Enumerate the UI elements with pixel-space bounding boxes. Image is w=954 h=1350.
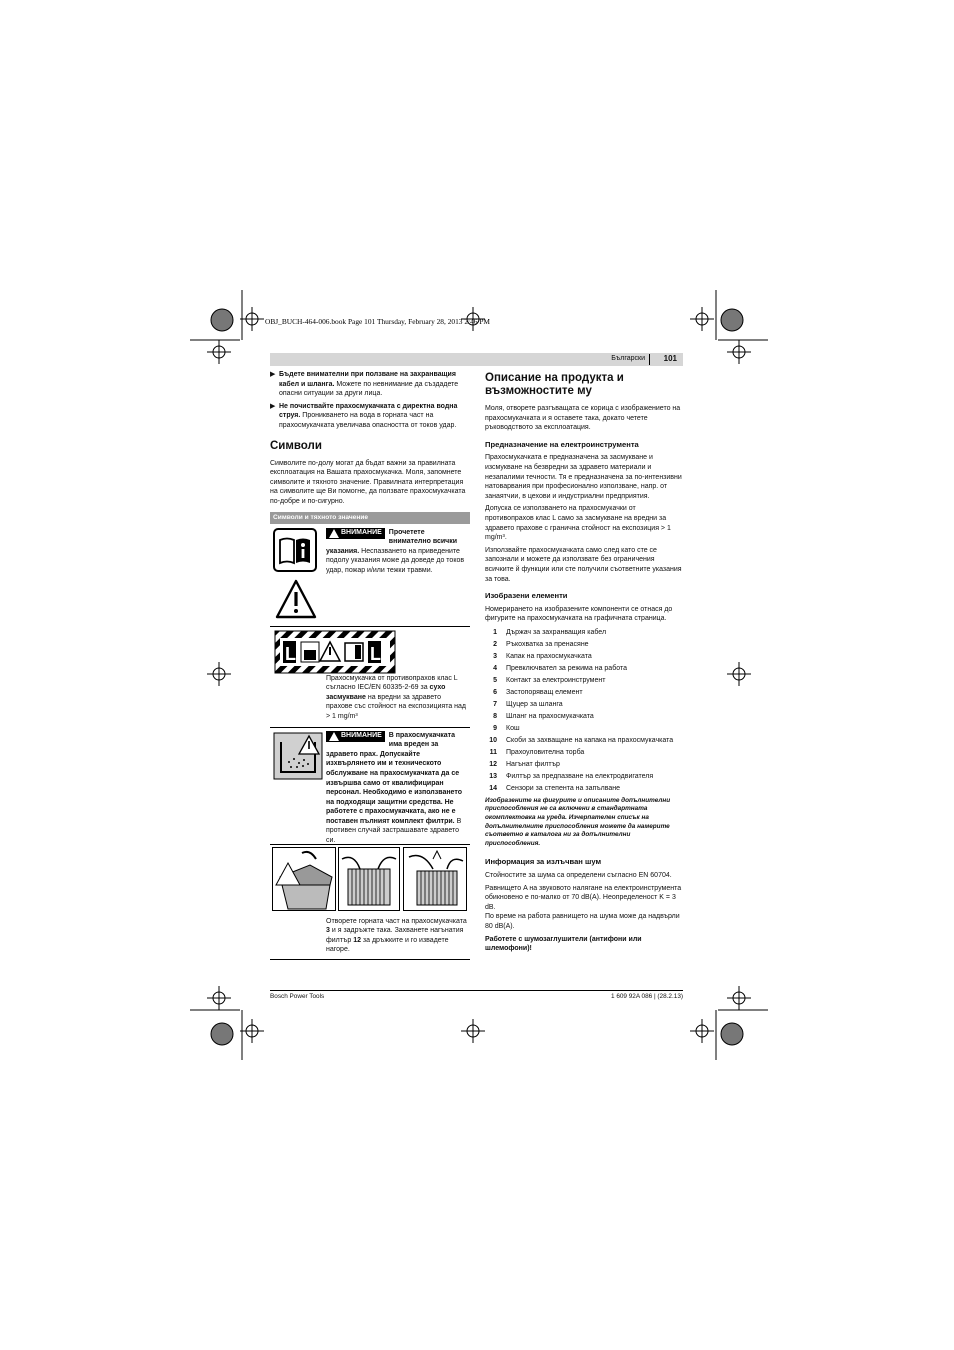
hazardous-dust-container-icon [273, 732, 323, 780]
purpose-paragraph: Допуска се използването на прахосмукачки от противопрахов клас L само за засмукване на вредни за здравето прахове с гранична стойност на експозиция > 1 mg/m³. [485, 505, 671, 542]
noise-paragraph: Равнището A на звуковото налягане на електроинструмента обикновено е по-малко от 70 dB(A). Неопределеност K = 3 dB. [485, 884, 682, 911]
part-item [485, 747, 683, 759]
product-intro: Моля, отворете разгъващата се корица с изображението на прахосмукачката и я оставете така, докато четете ръководството за експлоатация. [485, 405, 681, 432]
page-language: Български [611, 355, 645, 362]
part-item [485, 675, 683, 687]
part-number: 5 [493, 676, 497, 684]
part-number: 13 [489, 772, 497, 780]
footer-rule [270, 990, 683, 991]
svg-text:L: L [285, 643, 296, 664]
symbol-row-dust-class [270, 627, 470, 728]
part-number: 8 [493, 712, 497, 720]
part-label: Държач за захранващия кабел [506, 628, 607, 636]
part-item [485, 639, 683, 651]
purpose-paragraph: Използвайте прахосмукачката само след като сте се запознали и можете да използвате без ограничения всичките й функции или сте получили съответните указания за това. [485, 546, 682, 583]
row-bold-text: В прахосмукачката има вреден за здравето прах. Допускайте изхвърлянето им и техническото обслужване на прахосмукачката да се извършва само от квалифициран персонал. Необходимо е използването на подходящи защитни средства. Не работете с прахосмукачката, ако не е поставен пълният комплект филтри. [326, 731, 462, 825]
symbols-intro: Символите по-долу могат да бъдат важни за правилната експлоатация на Вашата прахосмукачка. Моля, запомнете символите и тяхното значение. Правилната интерпретация на символите ще Ви помогне, да ползвате прахосмукачката по-добре и по-сигурно. [270, 459, 466, 505]
safety-bullet [270, 370, 470, 399]
part-number: 2 [493, 640, 497, 648]
footer-left: Bosch Power Tools [270, 993, 325, 1000]
row-text: и я задръжте така. Захванете нагънатия филтър [326, 927, 464, 944]
symbol-row-read-manual [270, 524, 470, 627]
left-column [270, 370, 470, 960]
part-label: Ръкохватка за пренасяне [506, 640, 589, 648]
row-text: В противен случай застрашавате здравето си. [326, 817, 462, 845]
section-title-symbols: Символи [270, 439, 322, 452]
part-label: Капак на прахосмукачката [506, 652, 592, 660]
page-header [270, 353, 683, 366]
symbol-row-remove-filter [270, 845, 470, 960]
bullet-text: Можете по невнимание да създадете опасни ситуации за други лица. [279, 380, 459, 398]
part-number: 4 [493, 664, 497, 672]
row-text: Отворете горната част на прахосмукачката [326, 917, 467, 925]
row-bold-text: Прочетете внимателно всички указания. [326, 528, 458, 555]
part-item [485, 627, 683, 639]
dust-class-l-label-icon [274, 630, 396, 674]
part-item [485, 711, 683, 723]
part-number: 3 [493, 652, 497, 660]
part-item [485, 663, 683, 675]
warning-badge: ВНИМАНИЕ [326, 528, 385, 539]
bullet-bold: Бъдете внимателни при ползване на захранващия кабел и шланга. [279, 371, 456, 388]
part-number: 10 [489, 736, 497, 744]
row-text: Прахосмукачка от противопрахов клас L съгласно IEC/EN 60335-2-69 за [326, 674, 458, 692]
row-text: за дръжките и го извадете нагоре. [326, 936, 449, 954]
filter-grip-illustration [338, 847, 400, 911]
ref-number: 3 [326, 927, 330, 935]
part-item [485, 651, 683, 663]
part-item [485, 771, 683, 783]
row-text: на вредни за здравето прахове със стойност на експозицията над > 1 mg/m³ [326, 693, 467, 720]
subsection-purpose: Предназначение на електроинструмента [485, 439, 639, 449]
accessory-note: Изобразените на фигурите и описаните допълнителни приспособления не са включени в стандартната окомплектовка на уреда. Изчерпателен списък на допълнителните приспособления можете да намерите съответно в каталога ни за допълнителни приспособления. [485, 796, 671, 847]
print-header: OBJ_BUCH-464-006.book Page 101 Thursday, February 28, 2013 2:46 PM [265, 317, 490, 326]
part-label: Кош [506, 724, 520, 732]
bullet-bold: Не почиствайте прахосмукачката с директна водна струя. [279, 402, 458, 420]
right-column [485, 370, 683, 957]
symbols-table-header: Символи и тяхното значение [270, 512, 470, 524]
purpose-paragraph: Прахосмукачката е предназначена за засмукване и изсмукване на безвредни за здравето материали и незапалими течности. Тя е предназначена за по-интензивни натоварвания при професионално използване, напр. от занаятчии, в цехови и индустриални предприятия. [485, 454, 682, 500]
header-divider [649, 354, 650, 365]
part-label: Контакт за електроинструмент [506, 676, 606, 684]
part-item [485, 783, 683, 795]
part-label: Филтър за предпазване на електродвигателя [506, 772, 654, 780]
part-number: 7 [493, 700, 497, 708]
parts-list [485, 627, 683, 795]
part-item [485, 759, 683, 771]
part-label: Скоби за захващане на капака на прахосмукачката [506, 736, 674, 744]
elements-intro: Номерирането на изобразените компоненти се отнася до фигурите на прахосмукачката на графичната страница. [485, 605, 673, 623]
part-label: Нагънат филтър [506, 760, 560, 768]
bullet-text: Проникването на вода в горната част на прахосмукачката увеличава опасността от токов удар. [279, 412, 457, 429]
lift-filter-illustration [403, 847, 467, 911]
warning-triangle-icon [275, 579, 317, 619]
row-text: Неспазването на приведените подолу указания може да доведе до токов удар, пожар и/или тежки травми. [326, 547, 465, 574]
part-label: Сензори за степента на запълване [506, 784, 621, 792]
open-lid-illustration [272, 847, 336, 911]
footer-right: 1 609 92A 086 | (28.2.13) [610, 993, 683, 1000]
warning-badge: ВНИМАНИЕ [326, 731, 385, 742]
part-label: Прахоуловителна торба [506, 748, 585, 756]
part-label: Превключвател за режима на работа [506, 664, 627, 672]
part-number: 11 [489, 748, 497, 756]
part-number: 12 [489, 760, 497, 768]
part-label: Щуцер за шланга [506, 700, 563, 708]
part-number: 14 [489, 784, 497, 792]
bullet-arrow-icon: ▶ [270, 371, 276, 378]
svg-text:L: L [370, 643, 381, 664]
subsection-noise: Информация за излъчван шум [485, 857, 602, 867]
part-number: 9 [493, 724, 497, 732]
part-item [485, 735, 683, 747]
page-number: 101 [663, 354, 677, 363]
noise-paragraph: По време на работа равнището на шума може да надвърли 80 dB(A). [485, 913, 680, 930]
noise-warning: Работете с шумозаглушители (антифони или шлемофони)! [485, 935, 642, 953]
part-number: 1 [493, 628, 497, 636]
part-label: Шланг на прахосмукачката [506, 712, 594, 720]
manual-book-icon [273, 528, 317, 572]
part-item [485, 699, 683, 711]
part-item [485, 687, 683, 699]
safety-bullet [270, 402, 470, 431]
part-number: 6 [493, 688, 497, 696]
symbol-row-hazardous-dust [270, 728, 470, 845]
noise-paragraph: Стойностите за шума са определени съгласно EN 60704. [485, 872, 672, 880]
part-item [485, 723, 683, 735]
subsection-elements: Изобразени елементи [485, 591, 568, 601]
bullet-arrow-icon: ▶ [270, 402, 276, 410]
ref-number: 12 [353, 936, 361, 944]
part-label: Застопоряващ елемент [506, 688, 583, 696]
section-title-product: Описание на продукта и възможностите му [485, 372, 624, 397]
row-bold-text: сухо засмукване [326, 684, 446, 701]
